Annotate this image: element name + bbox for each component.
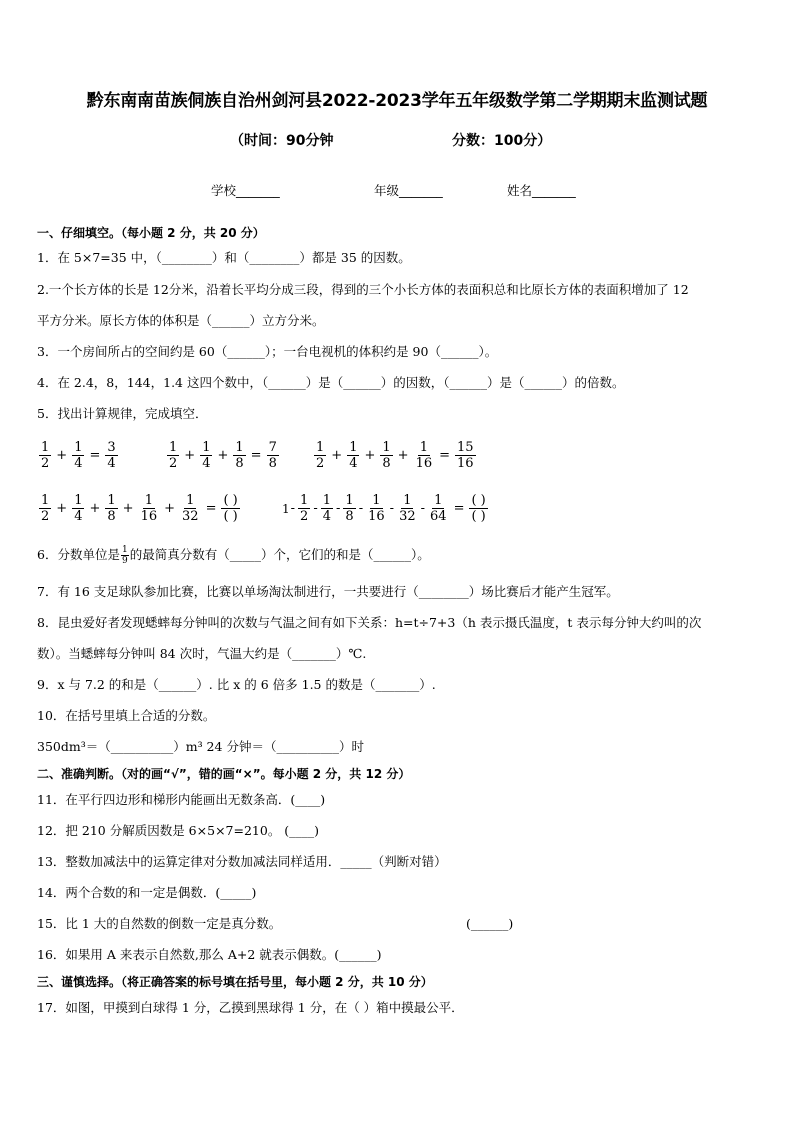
fraction: $\frac{1}{32}$: [182, 493, 199, 524]
fraction: $\frac{1}{4}$: [202, 440, 211, 471]
question-12: 12．把 210 分解质因数是 6×5×7=210。 (____): [37, 823, 320, 838]
fraction: $\frac{1}{4}$: [349, 440, 358, 471]
fraction: $\frac{1}{9}$: [121, 545, 128, 566]
question-2-line-2: 平方分米。原长方体的体积是（______）立方分米。: [37, 313, 325, 328]
question-6: 6．分数单位是 $\frac{1}{9}$ 的最简真分数有（_____）个，它们的和是（______）。: [37, 545, 430, 566]
fraction: $\frac{1}{4}$: [74, 493, 83, 524]
question-3: 3．一个房间所占的空间约是 60（______）；一台电视机的体积约是 90（______）。: [37, 344, 498, 359]
fraction: $\frac{1}{8}$: [382, 440, 391, 471]
question-8-line-2: 数）。当蟋蟀每分钟叫 84 次时，气温大约是（_______）℃.: [37, 646, 367, 661]
question-10-items: 350dm³＝（__________）m³ 24 分钟＝（__________）时: [37, 739, 364, 754]
section-heading-fill-in: 一、仔细填空。（每小题 2 分，共 20 分）: [37, 226, 265, 240]
question-9: 9．x 与 7.2 的和是（______）. 比 x 的 6 倍多 1.5 的数是（_______）.: [37, 677, 436, 692]
fraction-equation-2: 1 2 + $\frac{1}{4}$ + $\frac{1}{8}$ = $\frac{7}{8}$: [169, 440, 277, 471]
page-title: 黔东南南苗族侗族自治州剑河县2022-2023学年五年级数学第二学期期末监测试题: [86, 91, 708, 111]
question-11: 11．在平行四边形和梯形内能画出无数条高．(____): [37, 792, 326, 807]
question-13: 13．整数加减法中的运算定律对分数加减法同样适用．_____（判断对错）: [37, 854, 447, 869]
fraction: $\frac{1}{4}$: [74, 440, 83, 471]
question-1: 1．在 5×7=35 中，（________）和（________）都是 35 的因数。: [37, 250, 411, 265]
fraction-equation-3: 1 2 + $\frac{1}{4}$ + $\frac{1}{8}$ + $\frac{1}{16}$ = $\frac{15}{16}$: [316, 440, 474, 471]
grade-field: 年级_______: [374, 183, 443, 198]
question-14: 14．两个合数的和一定是偶数．(_____): [37, 885, 257, 900]
fraction: $\frac{15}{16}$: [457, 440, 474, 471]
question-5: 5．找出计算规律，完成填空．: [37, 406, 208, 421]
fraction: 1 4: [322, 493, 332, 524]
question-2-line-1: 2.一个长方体的长是 12分米，沿着长平均分成三段，得到的三个小长方体的表面积总和比原长方体的表面积增加了 12: [37, 282, 689, 297]
fraction: $\frac{1}{16}$: [140, 493, 158, 524]
question-10: 10．在括号里填上合适的分数。: [37, 708, 216, 723]
fraction: $\frac{1}{64}$: [430, 493, 447, 524]
fraction: $\frac{7}{8}$: [268, 440, 277, 471]
fraction-equation-1: 1 2 + $\frac{1}{4}$ = $\frac{3}{4}$: [41, 440, 116, 471]
fraction: 1 2: [316, 440, 325, 471]
fraction: 1 8: [345, 493, 354, 524]
fraction: 1 2: [300, 493, 309, 524]
answer-fraction-blank[interactable]: ( ) ( ): [223, 493, 238, 524]
fraction: 1 2: [41, 440, 50, 471]
section-heading-judgement: 二、准确判断。（对的画“√”，错的画“×”。每小题 2 分，共 12 分）: [37, 767, 411, 781]
question-7: 7．有 16 支足球队参加比赛，比赛以单场淘汰制进行，一共要进行（________）场比赛后才能产生冠军。: [37, 584, 619, 599]
exam-time: （时间：90分钟: [230, 133, 334, 149]
question-4: 4．在 2.4，8，144，1.4 这四个数中，（______）是（______）的因数，（______）是（______）的倍数。: [37, 375, 625, 390]
fraction: 1 2: [41, 493, 50, 524]
fraction: $\frac{1}{8}$: [107, 493, 116, 524]
fraction: 1 16: [368, 493, 385, 524]
fraction-equation-5: 1 - 1 2 - 1 4 - 1 8 - 1 16 - 1 32 - $\frac{1}{64}$ = ( ) ( ): [282, 493, 486, 524]
question-17: 17．如图，甲摸到白球得 1 分，乙摸到黑球得 1 分，在（ ）箱中摸最公平．: [37, 1000, 464, 1015]
fraction: $\frac{1}{16}$: [415, 440, 433, 471]
name-field: 姓名_______: [507, 183, 576, 198]
fraction-equation-4: 1 2 + $\frac{1}{4}$ + $\frac{1}{8}$ + $\frac{1}{16}$ + $\frac{1}{32}$ = ( ) ( ): [41, 493, 238, 524]
answer-fraction-blank[interactable]: ( ) ( ): [471, 493, 486, 524]
question-15-answer-blank[interactable]: (______): [466, 916, 514, 931]
section-heading-choice: 三、谨慎选择。（将正确答案的标号填在括号里，每小题 2 分，共 10 分）: [37, 975, 433, 989]
question-15: 15．比 1 大的自然数的倒数一定是真分数。: [37, 916, 282, 931]
fraction: $\frac{1}{8}$: [235, 440, 244, 471]
fraction: 1 32: [399, 493, 416, 524]
school-field: 学校_______: [211, 183, 280, 198]
question-16: 16．如果用 A 来表示自然数,那么 A+2 就表示偶数。(______): [37, 947, 382, 962]
question-8-line-1: 8．昆虫爱好者发现蟋蟀每分钟叫的次数与气温之间有如下关系：h=t÷7+3（h 表示摄氏温度，t 表示每分钟大约叫的次: [37, 615, 702, 630]
fraction: $\frac{3}{4}$: [107, 440, 116, 471]
exam-score: 分数：100分）: [452, 133, 552, 149]
fraction: 1 2: [169, 440, 178, 471]
